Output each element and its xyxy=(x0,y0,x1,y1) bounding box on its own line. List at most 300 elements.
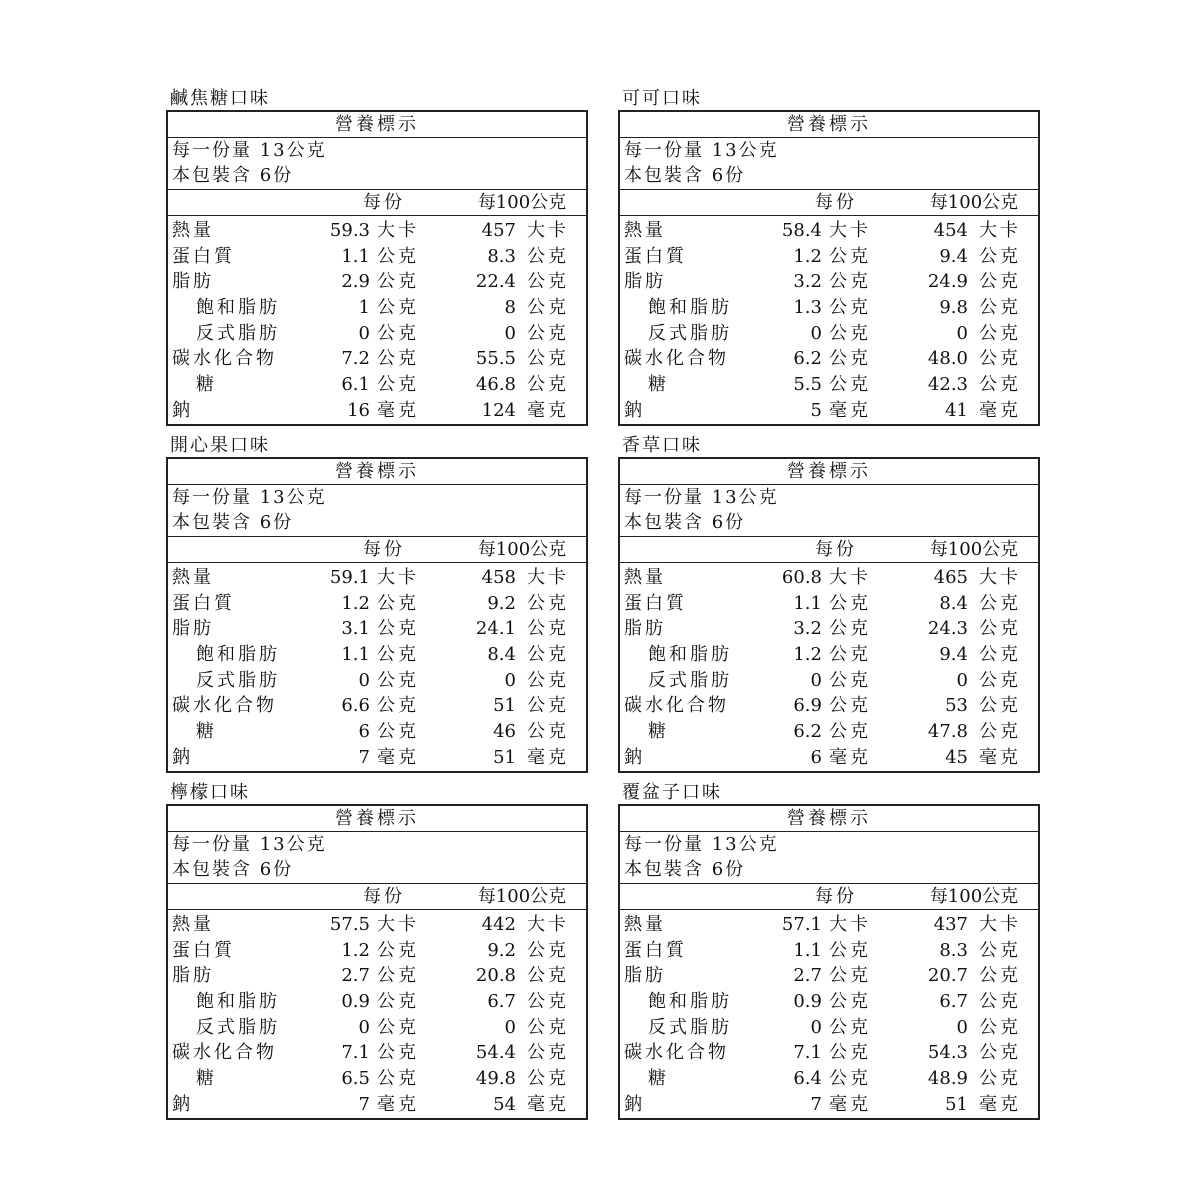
per-serving-unit: 公克 xyxy=(377,939,419,961)
nutrient-row xyxy=(168,668,586,694)
per-100g-unit: 公克 xyxy=(979,245,1021,267)
nutrient-name: 糖 xyxy=(648,721,669,743)
nutrient-name: 熱量 xyxy=(172,220,214,241)
per-100g-value: 457 xyxy=(481,220,516,241)
nutrition-table xyxy=(166,110,588,426)
per-100g-value: 442 xyxy=(481,914,516,935)
per-serving-value: 3.2 xyxy=(793,618,822,640)
per-serving-unit: 公克 xyxy=(377,1068,419,1090)
column-headers xyxy=(168,884,586,910)
nutrient-name: 脂肪 xyxy=(624,965,666,987)
nutrient-row xyxy=(620,616,1038,642)
nutrient-row xyxy=(620,1015,1038,1041)
per-100g-value: 42.3 xyxy=(927,374,968,396)
per-serving-unit: 毫克 xyxy=(829,1093,871,1115)
per-100g-unit: 公克 xyxy=(527,592,569,614)
per-100g-value: 46 xyxy=(493,721,516,743)
per-serving-unit: 公克 xyxy=(829,695,871,717)
per-serving-value: 6.1 xyxy=(341,374,370,396)
nutrition-panel xyxy=(618,782,1040,1120)
per-serving-value: 6.4 xyxy=(793,1068,822,1090)
per-100g-value: 9.8 xyxy=(939,297,968,319)
serving-size: 每一份量 13公克 xyxy=(624,834,779,855)
col-per-serving: 每份 xyxy=(363,539,405,560)
per-100g-value: 454 xyxy=(933,220,968,241)
nutrient-name: 蛋白質 xyxy=(624,939,687,961)
per-100g-unit: 公克 xyxy=(527,322,569,344)
nutrient-name: 反式脂肪 xyxy=(196,322,280,344)
col-per-serving: 每份 xyxy=(363,886,405,907)
table-header: 營養標示 xyxy=(168,112,586,138)
table-header: 營養標示 xyxy=(620,112,1038,138)
per-100g-unit: 公克 xyxy=(979,592,1021,614)
per-serving-unit: 公克 xyxy=(829,374,871,396)
per-serving-value: 60.8 xyxy=(781,567,822,588)
serving-size: 每一份量 13公克 xyxy=(172,140,327,161)
per-serving-unit: 公克 xyxy=(377,618,419,640)
nutrient-name: 鈉 xyxy=(172,746,193,768)
nutrient-name: 鈉 xyxy=(172,399,193,421)
per-serving-unit: 大卡 xyxy=(377,914,419,935)
column-headers xyxy=(620,190,1038,216)
nutrient-row xyxy=(620,938,1038,964)
nutrient-row xyxy=(620,269,1038,295)
per-serving-value: 7.1 xyxy=(793,1042,822,1064)
servings-per-pack: 本包裝含 6份 xyxy=(172,165,294,186)
per-100g-value: 6.7 xyxy=(939,991,968,1013)
per-100g-value: 46.8 xyxy=(475,374,516,396)
nutrient-name: 飽和脂肪 xyxy=(196,644,280,666)
per-100g-value: 8.3 xyxy=(487,245,516,267)
col-per-100g: 每100公克 xyxy=(929,192,1019,213)
per-100g-unit: 公克 xyxy=(527,271,569,293)
nutrient-rows xyxy=(168,563,586,771)
per-100g-unit: 公克 xyxy=(527,618,569,640)
servings-per-pack: 本包裝含 6份 xyxy=(172,512,294,533)
per-100g-value: 20.8 xyxy=(475,965,516,987)
per-serving-value: 59.3 xyxy=(329,220,370,241)
per-100g-value: 53 xyxy=(945,695,968,717)
per-100g-unit: 大卡 xyxy=(527,567,569,588)
nutrition-panel xyxy=(166,782,588,1120)
col-per-100g: 每100公克 xyxy=(477,539,567,560)
per-serving-value: 7 xyxy=(358,1093,370,1115)
nutrient-name: 蛋白質 xyxy=(172,939,235,961)
per-100g-value: 48.0 xyxy=(927,348,968,370)
per-serving-unit: 毫克 xyxy=(377,746,419,768)
nutrient-row xyxy=(620,642,1038,668)
nutrient-row xyxy=(620,1066,1038,1092)
per-100g-unit: 公克 xyxy=(979,271,1021,293)
per-serving-value: 6.2 xyxy=(793,721,822,743)
per-100g-unit: 毫克 xyxy=(527,746,569,768)
nutrient-row xyxy=(620,1092,1038,1118)
nutrient-row xyxy=(620,565,1038,591)
per-100g-unit: 公克 xyxy=(979,1042,1021,1064)
per-100g-value: 9.4 xyxy=(939,245,968,267)
col-per-serving: 每份 xyxy=(815,192,857,213)
per-100g-unit: 公克 xyxy=(527,721,569,743)
per-serving-unit: 公克 xyxy=(377,669,419,691)
per-serving-value: 1.1 xyxy=(341,245,370,267)
nutrient-name: 蛋白質 xyxy=(624,245,687,267)
nutrient-row xyxy=(168,1015,586,1041)
per-serving-value: 57.5 xyxy=(329,914,370,935)
nutrient-row xyxy=(168,719,586,745)
per-100g-unit: 公克 xyxy=(979,348,1021,370)
nutrient-name: 脂肪 xyxy=(172,271,214,293)
per-serving-unit: 公克 xyxy=(377,271,419,293)
nutrient-row xyxy=(620,912,1038,938)
per-serving-value: 6 xyxy=(810,746,822,768)
nutrient-name: 脂肪 xyxy=(624,271,666,293)
per-serving-value: 1.1 xyxy=(793,592,822,614)
nutrient-row xyxy=(620,295,1038,321)
table-header: 營養標示 xyxy=(620,806,1038,832)
per-serving-unit: 公克 xyxy=(829,939,871,961)
nutrient-row xyxy=(168,565,586,591)
serving-info xyxy=(168,138,586,190)
per-100g-unit: 大卡 xyxy=(527,914,569,935)
per-100g-unit: 公克 xyxy=(979,297,1021,319)
per-serving-value: 7 xyxy=(358,746,370,768)
servings-per-pack: 本包裝含 6份 xyxy=(624,512,746,533)
serving-info xyxy=(168,485,586,537)
nutrient-name: 糖 xyxy=(196,374,217,396)
per-100g-value: 458 xyxy=(481,567,516,588)
col-per-100g: 每100公克 xyxy=(477,192,567,213)
per-100g-unit: 毫克 xyxy=(527,1093,569,1115)
per-100g-value: 47.8 xyxy=(927,721,968,743)
nutrition-panel xyxy=(618,435,1040,773)
per-100g-unit: 大卡 xyxy=(979,914,1021,935)
servings-per-pack: 本包裝含 6份 xyxy=(624,859,746,880)
nutrition-panel xyxy=(166,88,588,426)
serving-info xyxy=(168,832,586,884)
flavor-title: 開心果口味 xyxy=(170,435,270,456)
nutrition-table xyxy=(166,804,588,1120)
nutrient-name: 碳水化合物 xyxy=(172,695,277,717)
flavor-title: 檸檬口味 xyxy=(170,782,250,803)
per-serving-unit: 公克 xyxy=(377,592,419,614)
per-100g-unit: 大卡 xyxy=(979,220,1021,241)
per-100g-value: 51 xyxy=(493,695,516,717)
nutrition-table xyxy=(166,457,588,773)
per-100g-value: 45 xyxy=(945,746,968,768)
per-100g-unit: 公克 xyxy=(527,245,569,267)
per-serving-value: 7.1 xyxy=(341,1042,370,1064)
per-100g-unit: 公克 xyxy=(979,991,1021,1013)
per-100g-value: 9.4 xyxy=(939,644,968,666)
per-serving-unit: 公克 xyxy=(829,1068,871,1090)
per-serving-value: 0 xyxy=(810,322,822,344)
per-serving-unit: 大卡 xyxy=(377,567,419,588)
per-100g-unit: 大卡 xyxy=(527,220,569,241)
flavor-title: 香草口味 xyxy=(622,435,702,456)
table-header: 營養標示 xyxy=(168,806,586,832)
per-serving-unit: 公克 xyxy=(377,348,419,370)
per-serving-value: 6.6 xyxy=(341,695,370,717)
nutrient-name: 碳水化合物 xyxy=(624,348,729,370)
per-100g-value: 51 xyxy=(493,746,516,768)
nutrient-row xyxy=(620,346,1038,372)
per-serving-unit: 公克 xyxy=(829,271,871,293)
column-headers xyxy=(168,537,586,563)
nutrient-name: 碳水化合物 xyxy=(172,348,277,370)
per-100g-value: 55.5 xyxy=(475,348,516,370)
per-100g-value: 41 xyxy=(945,399,968,421)
nutrient-row xyxy=(168,693,586,719)
per-serving-value: 7.2 xyxy=(341,348,370,370)
nutrition-panel xyxy=(166,435,588,773)
per-100g-unit: 公克 xyxy=(979,669,1021,691)
nutrient-name: 鈉 xyxy=(624,399,645,421)
per-serving-value: 0 xyxy=(810,669,822,691)
per-100g-unit: 毫克 xyxy=(979,399,1021,421)
per-serving-value: 7 xyxy=(810,1093,822,1115)
nutrient-rows xyxy=(620,910,1038,1118)
per-serving-value: 1.3 xyxy=(793,297,822,319)
per-100g-value: 9.2 xyxy=(487,592,516,614)
col-per-serving: 每份 xyxy=(815,886,857,907)
table-header: 營養標示 xyxy=(168,459,586,485)
per-100g-unit: 公克 xyxy=(527,991,569,1013)
per-100g-value: 0 xyxy=(956,322,968,344)
per-serving-unit: 毫克 xyxy=(377,1093,419,1115)
serving-size: 每一份量 13公克 xyxy=(624,140,779,161)
nutrient-rows xyxy=(168,216,586,424)
per-serving-unit: 公克 xyxy=(377,644,419,666)
per-100g-unit: 公克 xyxy=(527,1016,569,1038)
per-100g-unit: 公克 xyxy=(527,695,569,717)
per-serving-unit: 公克 xyxy=(377,245,419,267)
per-serving-unit: 公克 xyxy=(377,965,419,987)
nutrient-row xyxy=(168,398,586,424)
nutrient-name: 反式脂肪 xyxy=(648,322,732,344)
per-serving-unit: 公克 xyxy=(829,592,871,614)
nutrient-row xyxy=(168,642,586,668)
per-serving-value: 5.5 xyxy=(793,374,822,396)
nutrient-rows xyxy=(168,910,586,1118)
per-serving-unit: 公克 xyxy=(829,245,871,267)
per-serving-value: 6.5 xyxy=(341,1068,370,1090)
per-100g-value: 6.7 xyxy=(487,991,516,1013)
nutrient-row xyxy=(620,372,1038,398)
nutrient-row xyxy=(620,218,1038,244)
nutrient-name: 糖 xyxy=(648,374,669,396)
nutrient-row xyxy=(168,938,586,964)
per-100g-value: 54 xyxy=(493,1093,516,1115)
nutrient-name: 鈉 xyxy=(624,1093,645,1115)
serving-info xyxy=(620,485,1038,537)
per-100g-value: 0 xyxy=(956,669,968,691)
per-100g-value: 48.9 xyxy=(927,1068,968,1090)
nutrient-name: 糖 xyxy=(196,1068,217,1090)
nutrient-name: 碳水化合物 xyxy=(172,1042,277,1064)
col-per-100g: 每100公克 xyxy=(929,886,1019,907)
per-100g-unit: 大卡 xyxy=(979,567,1021,588)
per-serving-value: 57.1 xyxy=(781,914,822,935)
nutrient-row xyxy=(620,244,1038,270)
nutrient-name: 糖 xyxy=(648,1068,669,1090)
nutrition-table xyxy=(618,110,1040,426)
per-serving-value: 0.9 xyxy=(793,991,822,1013)
per-serving-value: 2.9 xyxy=(341,271,370,293)
per-100g-value: 54.4 xyxy=(475,1042,516,1064)
nutrient-row xyxy=(620,398,1038,424)
nutrient-row xyxy=(620,321,1038,347)
per-serving-unit: 毫克 xyxy=(829,746,871,768)
serving-size: 每一份量 13公克 xyxy=(172,834,327,855)
per-100g-unit: 公克 xyxy=(527,374,569,396)
per-serving-value: 58.4 xyxy=(781,220,822,241)
per-serving-unit: 公克 xyxy=(377,991,419,1013)
nutrient-row xyxy=(168,346,586,372)
nutrient-rows xyxy=(620,216,1038,424)
per-serving-value: 1.1 xyxy=(793,939,822,961)
per-serving-unit: 公克 xyxy=(829,991,871,1013)
per-100g-unit: 公克 xyxy=(979,644,1021,666)
per-100g-unit: 公克 xyxy=(979,618,1021,640)
nutrient-name: 飽和脂肪 xyxy=(648,991,732,1013)
per-100g-unit: 公克 xyxy=(979,374,1021,396)
per-100g-value: 49.8 xyxy=(475,1068,516,1090)
per-100g-value: 0 xyxy=(956,1016,968,1038)
nutrient-row xyxy=(168,989,586,1015)
nutrient-name: 鈉 xyxy=(172,1093,193,1115)
per-100g-value: 0 xyxy=(504,669,516,691)
per-100g-unit: 公克 xyxy=(527,669,569,691)
nutrient-row xyxy=(168,372,586,398)
per-serving-value: 0 xyxy=(358,1016,370,1038)
per-serving-unit: 公克 xyxy=(377,721,419,743)
per-serving-value: 0 xyxy=(358,669,370,691)
per-serving-unit: 公克 xyxy=(829,1042,871,1064)
nutrition-table xyxy=(618,457,1040,773)
per-serving-unit: 毫克 xyxy=(829,399,871,421)
per-serving-value: 2.7 xyxy=(341,965,370,987)
nutrient-row xyxy=(620,989,1038,1015)
nutrient-name: 脂肪 xyxy=(172,618,214,640)
column-headers xyxy=(620,884,1038,910)
per-100g-unit: 公克 xyxy=(527,965,569,987)
per-serving-unit: 大卡 xyxy=(829,567,871,588)
serving-size: 每一份量 13公克 xyxy=(172,487,327,508)
per-100g-unit: 公克 xyxy=(979,322,1021,344)
per-serving-value: 6 xyxy=(358,721,370,743)
per-serving-unit: 公克 xyxy=(829,644,871,666)
per-serving-unit: 毫克 xyxy=(377,399,419,421)
nutrient-row xyxy=(168,244,586,270)
nutrient-name: 碳水化合物 xyxy=(624,695,729,717)
nutrient-name: 飽和脂肪 xyxy=(196,991,280,1013)
column-headers xyxy=(620,537,1038,563)
per-100g-value: 54.3 xyxy=(927,1042,968,1064)
per-100g-unit: 公克 xyxy=(979,939,1021,961)
per-100g-unit: 公克 xyxy=(527,644,569,666)
nutrient-name: 反式脂肪 xyxy=(196,669,280,691)
nutrient-row xyxy=(620,963,1038,989)
nutrient-name: 熱量 xyxy=(172,914,214,935)
per-100g-value: 24.1 xyxy=(475,618,516,640)
per-serving-value: 59.1 xyxy=(329,567,370,588)
nutrient-name: 熱量 xyxy=(172,567,214,588)
col-per-100g: 每100公克 xyxy=(477,886,567,907)
nutrient-name: 反式脂肪 xyxy=(648,1016,732,1038)
per-100g-unit: 公克 xyxy=(527,939,569,961)
per-100g-unit: 公克 xyxy=(979,1016,1021,1038)
flavor-title: 可可口味 xyxy=(622,88,702,109)
per-100g-unit: 公克 xyxy=(527,1042,569,1064)
per-serving-value: 0 xyxy=(358,322,370,344)
nutrient-name: 飽和脂肪 xyxy=(648,297,732,319)
per-100g-unit: 公克 xyxy=(979,721,1021,743)
per-serving-unit: 公克 xyxy=(377,695,419,717)
per-100g-value: 8.4 xyxy=(487,644,516,666)
serving-info xyxy=(620,138,1038,190)
per-100g-value: 0 xyxy=(504,1016,516,1038)
per-100g-value: 8.3 xyxy=(939,939,968,961)
per-serving-unit: 公克 xyxy=(829,322,871,344)
nutrition-panel xyxy=(618,88,1040,426)
per-100g-value: 24.3 xyxy=(927,618,968,640)
per-serving-value: 1.2 xyxy=(341,939,370,961)
nutrient-name: 熱量 xyxy=(624,567,666,588)
nutrient-name: 蛋白質 xyxy=(172,592,235,614)
nutrient-row xyxy=(168,745,586,771)
per-serving-value: 1.2 xyxy=(793,245,822,267)
per-serving-value: 6.2 xyxy=(793,348,822,370)
per-serving-value: 1.2 xyxy=(793,644,822,666)
nutrient-name: 反式脂肪 xyxy=(196,1016,280,1038)
per-serving-unit: 大卡 xyxy=(829,220,871,241)
per-100g-value: 51 xyxy=(945,1093,968,1115)
per-serving-value: 0.9 xyxy=(341,991,370,1013)
nutrient-name: 脂肪 xyxy=(172,965,214,987)
nutrient-row xyxy=(168,912,586,938)
per-serving-unit: 公克 xyxy=(829,669,871,691)
nutrient-name: 鈉 xyxy=(624,746,645,768)
per-100g-value: 0 xyxy=(504,322,516,344)
per-serving-value: 1.2 xyxy=(341,592,370,614)
per-serving-value: 16 xyxy=(347,399,370,421)
per-serving-unit: 公克 xyxy=(377,322,419,344)
per-serving-value: 3.1 xyxy=(341,618,370,640)
nutrient-name: 飽和脂肪 xyxy=(196,297,280,319)
nutrient-name: 飽和脂肪 xyxy=(648,644,732,666)
nutrient-row xyxy=(168,295,586,321)
per-100g-value: 24.9 xyxy=(927,271,968,293)
per-100g-value: 20.7 xyxy=(927,965,968,987)
col-per-100g: 每100公克 xyxy=(929,539,1019,560)
per-serving-value: 1.1 xyxy=(341,644,370,666)
flavor-title: 覆盆子口味 xyxy=(622,782,722,803)
per-100g-unit: 公克 xyxy=(979,1068,1021,1090)
per-serving-unit: 公克 xyxy=(829,1016,871,1038)
per-100g-unit: 公克 xyxy=(527,297,569,319)
per-serving-unit: 公克 xyxy=(377,374,419,396)
per-serving-unit: 公克 xyxy=(377,1042,419,1064)
per-100g-unit: 公克 xyxy=(979,695,1021,717)
col-per-serving: 每份 xyxy=(815,539,857,560)
servings-per-pack: 本包裝含 6份 xyxy=(172,859,294,880)
nutrient-rows xyxy=(620,563,1038,771)
per-serving-unit: 公克 xyxy=(829,348,871,370)
servings-per-pack: 本包裝含 6份 xyxy=(624,165,746,186)
nutrient-name: 碳水化合物 xyxy=(624,1042,729,1064)
per-100g-value: 9.2 xyxy=(487,939,516,961)
per-serving-value: 2.7 xyxy=(793,965,822,987)
